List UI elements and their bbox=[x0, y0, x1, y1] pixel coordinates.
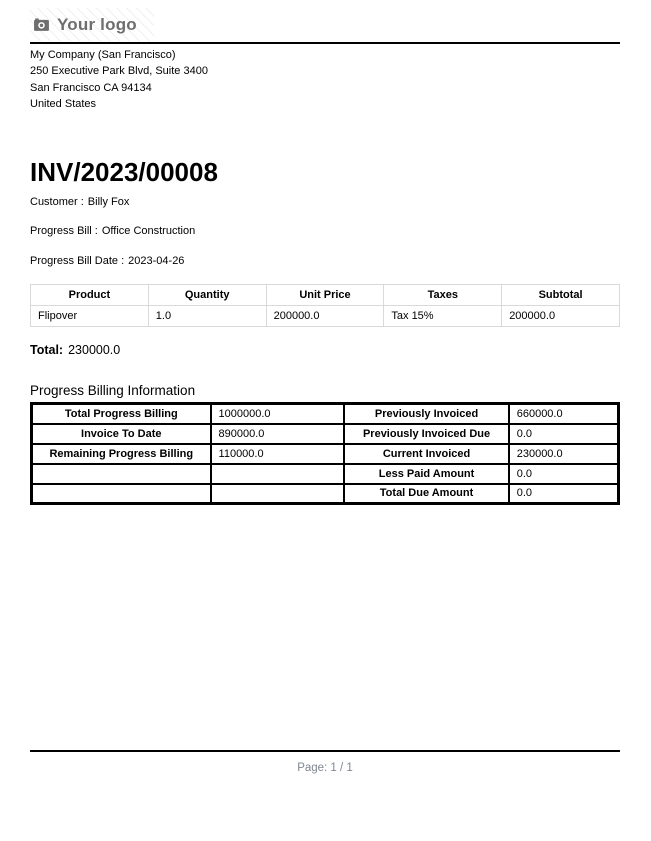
company-street: 250 Executive Park Blvd, Suite 3400 bbox=[30, 65, 208, 78]
table-row bbox=[32, 424, 619, 444]
pbi-label: Current Invoiced bbox=[344, 444, 508, 464]
pbi-value: 0.0 bbox=[509, 424, 619, 444]
progress-billing-table bbox=[30, 402, 620, 505]
progress-bill-label: Progress Bill : bbox=[30, 225, 98, 238]
pbi-label: Less Paid Amount bbox=[344, 464, 508, 484]
company-name: My Company (San Francisco) bbox=[30, 49, 176, 61]
pbi-label: Invoice To Date bbox=[32, 424, 211, 444]
table-row bbox=[32, 404, 619, 424]
progress-bill-date-label: Progress Bill Date : bbox=[30, 254, 125, 267]
table-row bbox=[31, 306, 620, 327]
pbi-label: Total Progress Billing bbox=[32, 404, 211, 424]
col-header-taxes: Taxes bbox=[384, 285, 502, 306]
col-header-unit-price: Unit Price bbox=[266, 285, 384, 306]
pbi-value: 0.0 bbox=[509, 484, 619, 504]
pbi-label: Total Due Amount bbox=[344, 484, 508, 504]
logo-text: Your logo bbox=[57, 14, 137, 34]
progress-bill-date-line bbox=[30, 255, 620, 268]
col-header-subtotal: Subtotal bbox=[502, 285, 620, 306]
customer-label: Customer : bbox=[30, 195, 84, 208]
col-header-product: Product bbox=[31, 285, 149, 306]
col-header-quantity: Quantity bbox=[148, 285, 266, 306]
product-table-header-row bbox=[31, 285, 620, 306]
company-city: San Francisco CA 94134 bbox=[30, 81, 152, 94]
pbi-label: Previously Invoiced bbox=[344, 404, 508, 424]
pbi-value-empty bbox=[211, 484, 345, 504]
progress-billing-heading: Progress Billing Information bbox=[30, 383, 196, 399]
company-country: United States bbox=[30, 98, 97, 111]
pbi-label-empty bbox=[32, 464, 211, 484]
total-label: Total: bbox=[30, 343, 64, 358]
pbi-value: 0.0 bbox=[509, 464, 619, 484]
pbi-value-empty bbox=[211, 464, 345, 484]
table-row bbox=[32, 444, 619, 464]
camera-icon bbox=[33, 16, 50, 33]
customer-value: Billy Fox bbox=[87, 195, 130, 208]
page-number: Page: 1 / 1 bbox=[297, 762, 353, 774]
progress-bill-line bbox=[30, 225, 620, 238]
cell-product: Flipover bbox=[31, 306, 149, 327]
progress-bill-date-value: 2023-04-26 bbox=[128, 254, 185, 267]
page-footer bbox=[30, 750, 620, 776]
progress-bill-value: Office Construction bbox=[101, 225, 196, 238]
table-row bbox=[32, 464, 619, 484]
total-line bbox=[30, 343, 620, 357]
pbi-label: Remaining Progress Billing bbox=[32, 444, 211, 464]
cell-quantity: 1.0 bbox=[148, 306, 266, 327]
cell-subtotal: 200000.0 bbox=[502, 306, 620, 327]
pbi-value: 890000.0 bbox=[211, 424, 345, 444]
pbi-value: 660000.0 bbox=[509, 404, 619, 424]
cell-taxes: Tax 15% bbox=[384, 306, 502, 327]
pbi-value: 110000.0 bbox=[211, 444, 345, 464]
table-row bbox=[32, 484, 619, 504]
pbi-value: 230000.0 bbox=[509, 444, 619, 464]
pbi-label-empty bbox=[32, 484, 211, 504]
cell-unit-price: 200000.0 bbox=[266, 306, 384, 327]
invoice-number-title: INV/2023/00008 bbox=[30, 156, 218, 187]
company-address bbox=[30, 44, 620, 113]
product-table bbox=[30, 284, 620, 327]
pbi-label: Previously Invoiced Due bbox=[344, 424, 508, 444]
customer-line bbox=[30, 196, 620, 209]
pbi-value: 1000000.0 bbox=[211, 404, 345, 424]
total-value: 230000.0 bbox=[68, 343, 121, 358]
logo-placeholder bbox=[30, 8, 154, 41]
